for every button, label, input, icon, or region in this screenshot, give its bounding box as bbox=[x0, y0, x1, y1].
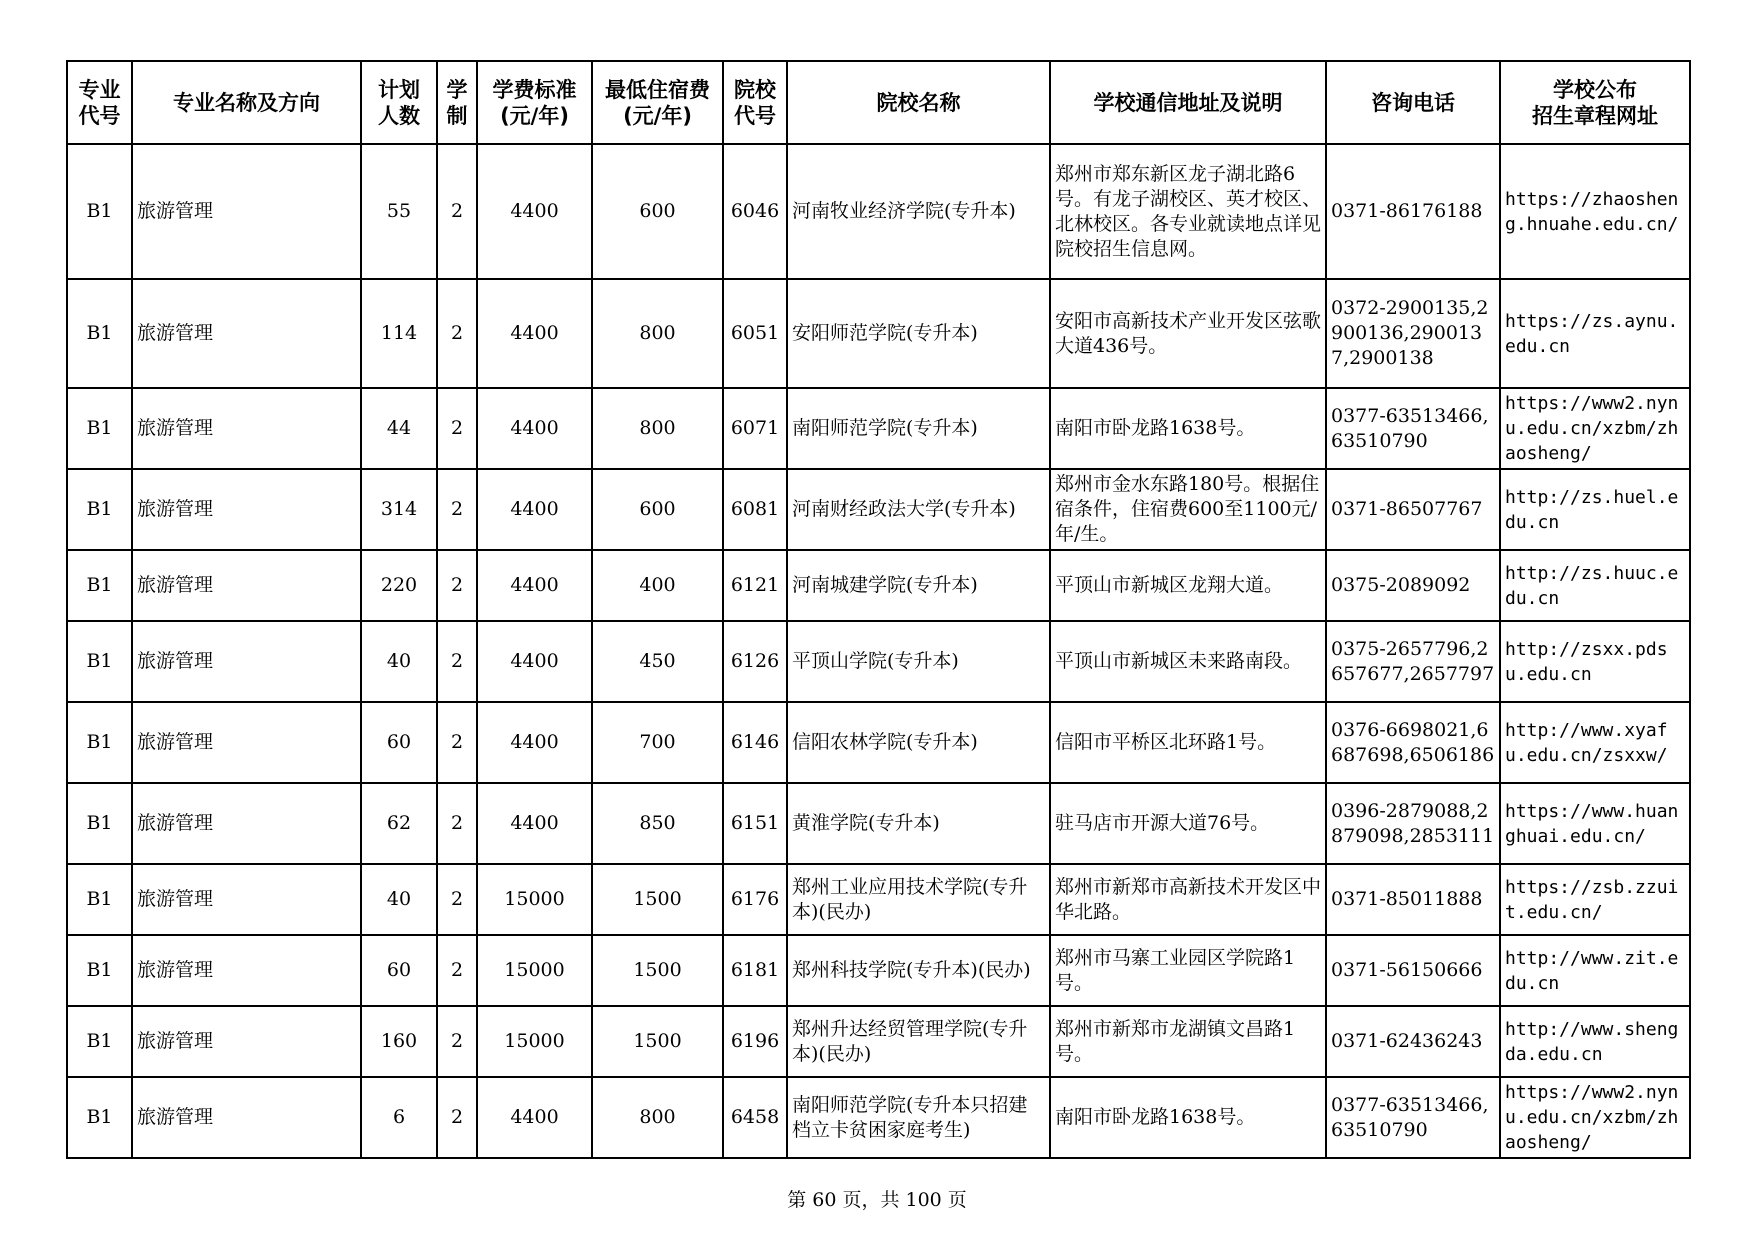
table-row bbox=[67, 1006, 1690, 1077]
table-row bbox=[67, 279, 1690, 388]
header-url: 学校公布 招生章程网址 bbox=[1500, 61, 1690, 144]
cell-url[interactable]: https://www2.nynu.edu.cn/xzbm/zhaosheng/ bbox=[1500, 388, 1690, 469]
cell-plan-count: 6 bbox=[361, 1077, 437, 1158]
cell-dorm-fee: 400 bbox=[592, 550, 723, 621]
cell-address: 郑州市金水东路180号。根据住宿条件，住宿费600至1100元/年/生。 bbox=[1050, 469, 1326, 550]
cell-plan-count: 60 bbox=[361, 935, 437, 1006]
cell-school-name: 河南财经政法大学(专升本) bbox=[787, 469, 1050, 550]
page-number: 第 60 页，共 100 页 bbox=[787, 1189, 967, 1211]
cell-school-name: 河南城建学院(专升本) bbox=[787, 550, 1050, 621]
cell-major-name: 旅游管理 bbox=[132, 1077, 361, 1158]
table-row bbox=[67, 702, 1690, 783]
cell-major-code: B1 bbox=[67, 469, 132, 550]
cell-major-code: B1 bbox=[67, 550, 132, 621]
cell-url[interactable]: https://zhaosheng.hnuahe.edu.cn/ bbox=[1500, 144, 1690, 279]
header-school-name: 院校名称 bbox=[787, 61, 1050, 144]
cell-school-code: 6146 bbox=[723, 702, 787, 783]
table-row bbox=[67, 388, 1690, 469]
cell-url[interactable]: https://zsb.zzuit.edu.cn/ bbox=[1500, 864, 1690, 935]
header-phone: 咨询电话 bbox=[1326, 61, 1500, 144]
cell-major-name: 旅游管理 bbox=[132, 702, 361, 783]
cell-plan-count: 44 bbox=[361, 388, 437, 469]
cell-phone: 0372-2900135,2900136,2900137,2900138 bbox=[1326, 279, 1500, 388]
cell-url[interactable]: https://www.huanghuai.edu.cn/ bbox=[1500, 783, 1690, 864]
table-row bbox=[67, 621, 1690, 702]
header-tuition: 学费标准 (元/年) bbox=[477, 61, 592, 144]
cell-school-name: 信阳农林学院(专升本) bbox=[787, 702, 1050, 783]
cell-phone: 0375-2089092 bbox=[1326, 550, 1500, 621]
cell-phone: 0377-63513466,63510790 bbox=[1326, 388, 1500, 469]
cell-major-name: 旅游管理 bbox=[132, 279, 361, 388]
cell-years: 2 bbox=[437, 144, 477, 279]
cell-school-code: 6051 bbox=[723, 279, 787, 388]
cell-years: 2 bbox=[437, 388, 477, 469]
cell-years: 2 bbox=[437, 550, 477, 621]
cell-tuition: 4400 bbox=[477, 388, 592, 469]
cell-tuition: 4400 bbox=[477, 621, 592, 702]
cell-major-code: B1 bbox=[67, 702, 132, 783]
cell-major-code: B1 bbox=[67, 935, 132, 1006]
cell-address: 驻马店市开源大道76号。 bbox=[1050, 783, 1326, 864]
header-major-code: 专业 代号 bbox=[67, 61, 132, 144]
cell-url[interactable]: http://zsxx.pdsu.edu.cn bbox=[1500, 621, 1690, 702]
cell-plan-count: 60 bbox=[361, 702, 437, 783]
header-school-code: 院校 代号 bbox=[723, 61, 787, 144]
cell-school-code: 6046 bbox=[723, 144, 787, 279]
cell-years: 2 bbox=[437, 1077, 477, 1158]
cell-years: 2 bbox=[437, 783, 477, 864]
cell-tuition: 15000 bbox=[477, 1006, 592, 1077]
admissions-table bbox=[66, 60, 1691, 1159]
table-row bbox=[67, 935, 1690, 1006]
cell-address: 南阳市卧龙路1638号。 bbox=[1050, 1077, 1326, 1158]
header-row bbox=[67, 61, 1690, 144]
cell-years: 2 bbox=[437, 864, 477, 935]
cell-plan-count: 55 bbox=[361, 144, 437, 279]
cell-major-name: 旅游管理 bbox=[132, 1006, 361, 1077]
cell-major-code: B1 bbox=[67, 388, 132, 469]
cell-address: 信阳市平桥区北环路1号。 bbox=[1050, 702, 1326, 783]
cell-years: 2 bbox=[437, 469, 477, 550]
table-row bbox=[67, 783, 1690, 864]
cell-major-code: B1 bbox=[67, 1006, 132, 1077]
cell-major-name: 旅游管理 bbox=[132, 864, 361, 935]
cell-phone: 0396-2879088,2879098,2853111 bbox=[1326, 783, 1500, 864]
cell-dorm-fee: 800 bbox=[592, 279, 723, 388]
cell-major-name: 旅游管理 bbox=[132, 144, 361, 279]
cell-major-name: 旅游管理 bbox=[132, 621, 361, 702]
cell-plan-count: 160 bbox=[361, 1006, 437, 1077]
table-row bbox=[67, 1077, 1690, 1158]
cell-address: 南阳市卧龙路1638号。 bbox=[1050, 388, 1326, 469]
cell-dorm-fee: 700 bbox=[592, 702, 723, 783]
cell-school-name: 郑州科技学院(专升本)(民办) bbox=[787, 935, 1050, 1006]
cell-school-name: 安阳师范学院(专升本) bbox=[787, 279, 1050, 388]
cell-url[interactable]: http://www.xyafu.edu.cn/zsxxw/ bbox=[1500, 702, 1690, 783]
cell-years: 2 bbox=[437, 935, 477, 1006]
cell-major-code: B1 bbox=[67, 783, 132, 864]
cell-phone: 0371-86176188 bbox=[1326, 144, 1500, 279]
cell-major-code: B1 bbox=[67, 279, 132, 388]
cell-school-code: 6151 bbox=[723, 783, 787, 864]
cell-plan-count: 40 bbox=[361, 621, 437, 702]
header-major-name: 专业名称及方向 bbox=[132, 61, 361, 144]
cell-tuition: 4400 bbox=[477, 550, 592, 621]
cell-major-name: 旅游管理 bbox=[132, 783, 361, 864]
header-dorm-fee: 最低住宿费 (元/年) bbox=[592, 61, 723, 144]
cell-dorm-fee: 850 bbox=[592, 783, 723, 864]
cell-major-name: 旅游管理 bbox=[132, 388, 361, 469]
header-years: 学 制 bbox=[437, 61, 477, 144]
cell-school-code: 6121 bbox=[723, 550, 787, 621]
cell-tuition: 4400 bbox=[477, 279, 592, 388]
cell-years: 2 bbox=[437, 621, 477, 702]
cell-school-name: 南阳师范学院(专升本只招建档立卡贫困家庭考生) bbox=[787, 1077, 1050, 1158]
cell-tuition: 4400 bbox=[477, 783, 592, 864]
cell-phone: 0371-62436243 bbox=[1326, 1006, 1500, 1077]
cell-address: 安阳市高新技术产业开发区弦歌大道436号。 bbox=[1050, 279, 1326, 388]
cell-url[interactable]: http://zs.huuc.edu.cn bbox=[1500, 550, 1690, 621]
cell-major-name: 旅游管理 bbox=[132, 469, 361, 550]
cell-phone: 0371-86507767 bbox=[1326, 469, 1500, 550]
cell-years: 2 bbox=[437, 1006, 477, 1077]
cell-plan-count: 314 bbox=[361, 469, 437, 550]
cell-plan-count: 62 bbox=[361, 783, 437, 864]
cell-address: 平顶山市新城区未来路南段。 bbox=[1050, 621, 1326, 702]
cell-dorm-fee: 450 bbox=[592, 621, 723, 702]
cell-years: 2 bbox=[437, 279, 477, 388]
cell-address: 平顶山市新城区龙翔大道。 bbox=[1050, 550, 1326, 621]
cell-tuition: 4400 bbox=[477, 469, 592, 550]
cell-phone: 0376-6698021,6687698,6506186 bbox=[1326, 702, 1500, 783]
cell-phone: 0371-56150666 bbox=[1326, 935, 1500, 1006]
cell-major-name: 旅游管理 bbox=[132, 550, 361, 621]
table-row bbox=[67, 469, 1690, 550]
cell-school-code: 6196 bbox=[723, 1006, 787, 1077]
cell-url[interactable]: http://www.shengda.edu.cn bbox=[1500, 1006, 1690, 1077]
cell-dorm-fee: 1500 bbox=[592, 864, 723, 935]
cell-tuition: 4400 bbox=[477, 1077, 592, 1158]
cell-phone: 0375-2657796,2657677,2657797 bbox=[1326, 621, 1500, 702]
cell-major-name: 旅游管理 bbox=[132, 935, 361, 1006]
cell-phone: 0377-63513466,63510790 bbox=[1326, 1077, 1500, 1158]
cell-tuition: 4400 bbox=[477, 702, 592, 783]
cell-school-code: 6071 bbox=[723, 388, 787, 469]
cell-school-name: 郑州工业应用技术学院(专升本)(民办) bbox=[787, 864, 1050, 935]
cell-url[interactable]: http://zs.huel.edu.cn bbox=[1500, 469, 1690, 550]
cell-school-name: 河南牧业经济学院(专升本) bbox=[787, 144, 1050, 279]
cell-url[interactable]: https://www2.nynu.edu.cn/xzbm/zhaosheng/ bbox=[1500, 1077, 1690, 1158]
cell-school-name: 南阳师范学院(专升本) bbox=[787, 388, 1050, 469]
cell-plan-count: 40 bbox=[361, 864, 437, 935]
cell-phone: 0371-85011888 bbox=[1326, 864, 1500, 935]
cell-major-code: B1 bbox=[67, 621, 132, 702]
cell-plan-count: 114 bbox=[361, 279, 437, 388]
cell-url[interactable]: http://www.zit.edu.cn bbox=[1500, 935, 1690, 1006]
cell-dorm-fee: 600 bbox=[592, 469, 723, 550]
cell-school-code: 6126 bbox=[723, 621, 787, 702]
cell-years: 2 bbox=[437, 702, 477, 783]
cell-school-name: 郑州升达经贸管理学院(专升本)(民办) bbox=[787, 1006, 1050, 1077]
cell-school-code: 6176 bbox=[723, 864, 787, 935]
cell-plan-count: 220 bbox=[361, 550, 437, 621]
cell-school-code: 6458 bbox=[723, 1077, 787, 1158]
cell-major-code: B1 bbox=[67, 144, 132, 279]
cell-address: 郑州市郑东新区龙子湖北路6号。有龙子湖校区、英才校区、北林校区。各专业就读地点详见院校招生信息网。 bbox=[1050, 144, 1326, 279]
cell-url[interactable]: https://zs.aynu.edu.cn bbox=[1500, 279, 1690, 388]
cell-dorm-fee: 800 bbox=[592, 388, 723, 469]
cell-school-code: 6181 bbox=[723, 935, 787, 1006]
cell-major-code: B1 bbox=[67, 864, 132, 935]
cell-dorm-fee: 600 bbox=[592, 144, 723, 279]
cell-major-code: B1 bbox=[67, 1077, 132, 1158]
cell-school-name: 黄淮学院(专升本) bbox=[787, 783, 1050, 864]
header-plan-count: 计划 人数 bbox=[361, 61, 437, 144]
header-address: 学校通信地址及说明 bbox=[1050, 61, 1326, 144]
cell-tuition: 15000 bbox=[477, 864, 592, 935]
cell-tuition: 4400 bbox=[477, 144, 592, 279]
cell-address: 郑州市新郑市高新技术开发区中华北路。 bbox=[1050, 864, 1326, 935]
cell-address: 郑州市新郑市龙湖镇文昌路1号。 bbox=[1050, 1006, 1326, 1077]
cell-dorm-fee: 800 bbox=[592, 1077, 723, 1158]
cell-dorm-fee: 1500 bbox=[592, 1006, 723, 1077]
cell-address: 郑州市马寨工业园区学院路1号。 bbox=[1050, 935, 1326, 1006]
cell-school-name: 平顶山学院(专升本) bbox=[787, 621, 1050, 702]
table-row bbox=[67, 864, 1690, 935]
cell-tuition: 15000 bbox=[477, 935, 592, 1006]
table-row bbox=[67, 550, 1690, 621]
cell-school-code: 6081 bbox=[723, 469, 787, 550]
table-row bbox=[67, 144, 1690, 279]
cell-dorm-fee: 1500 bbox=[592, 935, 723, 1006]
